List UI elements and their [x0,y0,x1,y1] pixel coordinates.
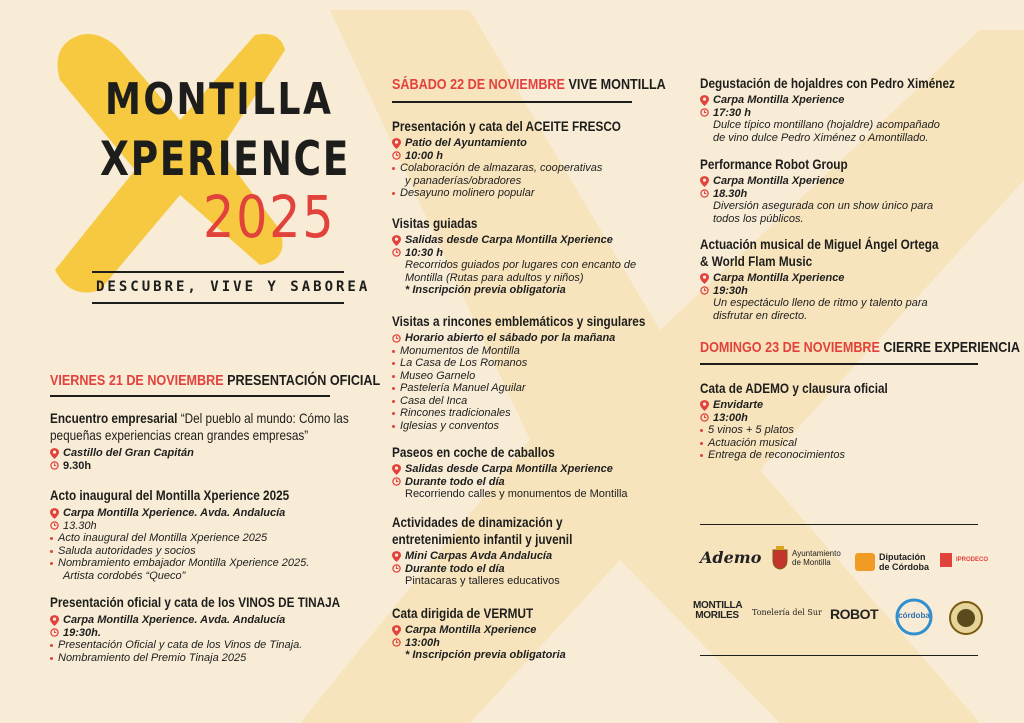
event-title: Cata de ADEMO y clausura oficial [700,380,888,396]
diputacion-mark-icon [855,553,875,571]
event-item: Entrega de reconocimientos [708,449,845,461]
event-time: 17:30 h [713,106,751,119]
clock-icon [700,108,709,117]
event-item: Desayuno molinero popular [400,187,535,199]
sponsor-logo-robot [830,606,878,622]
bullet-dot [392,375,395,378]
event-item: La Casa de Los Romanos [400,357,528,369]
seal-icon [948,600,984,636]
bullet-dot [392,192,395,195]
event-note: * Inscripción previa obligatoria [405,284,566,296]
location-pin-icon [700,176,709,187]
day2-event-5 [392,514,607,588]
location-pin-icon [700,95,709,106]
brand-year: 2025 [203,183,336,251]
clock-icon [50,521,59,530]
event-item: Iglesias y conventos [400,419,500,432]
event-desc: Montilla (Rutas para adultos y niños) [405,271,584,284]
event-place: Salidas desde Carpa Montilla Xperience [405,463,613,475]
bullet-dot [50,644,53,647]
sponsors-rule-bottom [700,655,978,656]
day2-event-1 [392,118,665,200]
day2-event-3 [392,313,694,432]
event-item: Pastelería Manuel Aguilar [400,382,526,394]
event-title: Degustación de hojaldres con Pedro Ximénez [700,75,955,91]
event-time: Durante todo el día [405,475,505,488]
bullet-dot [700,454,703,457]
bullet-dot [50,537,53,540]
event-title-line2: & World Flam Music [700,253,813,269]
event-time: Durante todo el día [405,562,505,575]
event-place: Carpa Montilla Xperience. Avda. Andalucía [63,614,286,626]
event-desc: Recorriendo calles y monumentos de Montilla [405,488,628,500]
event-item-continuation: Artista cordobés “Queco” [63,569,186,582]
event-title-line2: entretenimiento infantil y juvenil [392,531,573,547]
ayuntamiento-label: Ayuntamiento de Montilla [792,549,841,567]
brand-title-line1: MONTILLA [105,74,334,125]
event-time: 9.30h [63,459,92,472]
day1-event-2 [50,487,335,582]
event-item: Casa del Inca [400,394,468,407]
location-pin-icon [700,273,709,284]
bullet-dot [50,657,53,660]
event-item: Presentación Oficial y cata de los Vinos de Tinaja. [58,639,303,651]
clock-icon [700,286,709,295]
clock-icon [392,638,401,647]
day2-header [392,77,718,92]
cordoba-label: córdoba [898,611,930,620]
event-place: Castillo del Gran Capitán [63,447,194,459]
ademo-wordmark: Ademo [700,548,762,567]
location-pin-icon [700,400,709,411]
event-title: Cata dirigida de VERMUT [392,605,534,621]
sponsor-logo-ayuntamiento [772,546,840,570]
location-pin-icon [392,138,401,149]
sponsor-logo-montilla-moriles [693,601,741,621]
sponsor-logo-ademo [700,548,761,567]
brand-divider-bottom [92,302,344,304]
day3-event-1 [700,380,924,462]
robot-label: ROBOT [830,606,879,622]
event-item-continuation: y panaderías/obradores [405,174,522,187]
event-desc: de vino dulce Pedro Ximénez o Amontillado. [713,131,929,144]
event-time: Horario abierto el sábado por la mañana [405,332,616,344]
crest-icon [772,546,788,570]
event-time: 19:30h [713,284,748,297]
location-pin-icon [392,235,401,246]
day3-rule [700,363,978,365]
clock-icon [392,248,401,257]
iprodeco-label: IPRODECO [956,557,989,563]
brand-block [40,30,371,320]
event-item: Rincones tradicionales [400,407,511,419]
bullet-dot [392,167,395,170]
sponsor-logo-seal [948,600,984,636]
day1-event-1 [50,410,406,472]
location-pin-icon [50,448,59,459]
event-title-line2: pequeñas experiencias crean grandes empresas” [50,427,309,443]
day2b-event-1 [700,75,1003,144]
brand-title-line2: XPERIENCE [100,132,351,187]
event-place: Salidas desde Carpa Montilla Xperience [405,234,613,246]
day3-header [700,340,1024,355]
day2-rule [392,101,632,103]
day3-title: CIERRE EXPERIENCIA [883,339,1020,356]
event-desc: Pintacaras y talleres educativos [405,575,560,587]
brand-divider-top [92,271,344,273]
event-time: 13.30h [63,519,97,532]
day1-date: VIERNES 21 DE NOVIEMBRE [50,372,224,389]
event-title: Performance Robot Group [700,156,848,172]
event-place: Carpa Montilla Xperience [713,272,845,284]
iprodeco-mark-icon [940,553,952,567]
bullet-dot [392,350,395,353]
clock-icon [392,334,401,343]
toneleria-label: Tonelería del Sur [752,608,822,617]
sponsor-logo-diputacion [855,552,929,572]
event-desc: disfrutar en directo. [713,309,808,322]
location-pin-icon [392,464,401,475]
day2-event-2 [392,215,636,297]
event-item: Nombramiento del Premio Tinaja 2025 [58,651,247,664]
day3-date: DOMINGO 23 DE NOVIEMBRE [700,339,880,356]
event-title: Actividades de dinamización y [392,514,563,530]
event-place: Carpa Montilla Xperience [713,94,845,106]
bullet-dot [392,425,395,428]
event-title: Actuación musical de Miguel Ángel Ortega [700,236,939,252]
event-item: Nombramiento embajador Montilla Xperience 2025. [58,557,310,569]
diputacion-label: Diputación de Córdoba [879,552,930,572]
event-place: Carpa Montilla Xperience [713,175,845,187]
brand-tagline: DESCUBRE, VIVE Y SABOREA [96,279,371,295]
event-desc: Dulce típico montillano (hojaldre) acompañado [713,119,940,131]
clock-icon [392,151,401,160]
event-place: Carpa Montilla Xperience. Avda. Andalucía [63,507,286,519]
bullet-dot [392,412,395,415]
event-item: Actuación musical [708,436,797,449]
event-time: 10:30 h [405,246,443,259]
montilla-moriles-label: MONTILLA MORILES [693,600,743,621]
day1-title: PRESENTACIÓN OFICIAL [227,372,381,389]
bullet-dot [392,362,395,365]
day1-header [50,373,443,388]
sponsor-logo-cordoba [895,598,933,636]
event-title-rest: “Del pueblo al mundo: Cómo las [180,410,349,426]
event-item: Saluda autoridades y socios [58,544,196,557]
sponsor-logo-toneleria [752,608,822,617]
event-desc: todos los públicos. [713,212,804,225]
event-item: Museo Garnelo [400,369,476,382]
sponsors-rule-top [700,524,978,525]
event-place: Mini Carpas Avda Andalucía [405,550,553,562]
day2-title: VIVE MONTILLA [568,76,666,93]
event-desc: Recorridos guiados por lugares con encanto de [405,259,637,271]
event-place: Envidarte [713,399,764,411]
event-item: Colaboración de almazaras, cooperativas [400,162,603,174]
bullet-dot [700,442,703,445]
event-item: Monumentos de Montilla [400,344,520,357]
event-time: 19:30h. [63,626,101,639]
event-time: 13:00h [405,636,440,649]
event-place: Patio del Ayuntamiento [405,137,527,149]
event-title: Visitas a rincones emblemáticos y singulares [392,313,646,329]
event-item: 5 vinos + 5 platos [708,424,794,436]
event-item: Acto inaugural del Montilla Xperience 2025 [58,532,268,544]
day2-event-4 [392,444,628,501]
event-desc: Diversión asegurada con un show único para [713,200,934,212]
bullet-dot [50,550,53,553]
location-pin-icon [50,615,59,626]
day2-event-6 [392,605,566,662]
location-pin-icon [392,551,401,562]
clock-icon [50,461,59,470]
event-note: * Inscripción previa obligatoria [405,649,566,661]
event-place: Carpa Montilla Xperience [405,624,537,636]
day2b-event-3 [700,236,984,322]
bullet-dot [392,400,395,403]
event-title: Presentación oficial y cata de los VINOS DE TINAJA [50,594,341,610]
event-title: Paseos en coche de caballos [392,444,555,460]
bullet-dot [50,562,53,565]
event-time: 18.30h [713,187,748,200]
day2b-event-2 [700,156,933,225]
location-pin-icon [392,625,401,636]
clock-icon [392,564,401,573]
event-time: 13:00h [713,411,748,424]
bullet-dot [392,387,395,390]
sponsor-logo-iprodeco [940,553,988,567]
day2-date: SÁBADO 22 DE NOVIEMBRE [392,76,565,93]
day1-rule [50,395,330,397]
event-title: Presentación y cata del ACEITE FRESCO [392,118,621,134]
location-pin-icon [50,508,59,519]
bullet-dot [700,429,703,432]
event-title: Encuentro empresarial [50,410,178,426]
event-desc: Un espectáculo lleno de ritmo y talento para [713,297,928,309]
day1-event-3 [50,594,395,664]
clock-icon [700,413,709,422]
event-time: 10:00 h [405,149,443,162]
clock-icon [392,477,401,486]
clock-icon [50,628,59,637]
event-title: Acto inaugural del Montilla Xperience 2025 [50,487,290,503]
event-title: Visitas guiadas [392,215,478,231]
clock-icon [700,189,709,198]
